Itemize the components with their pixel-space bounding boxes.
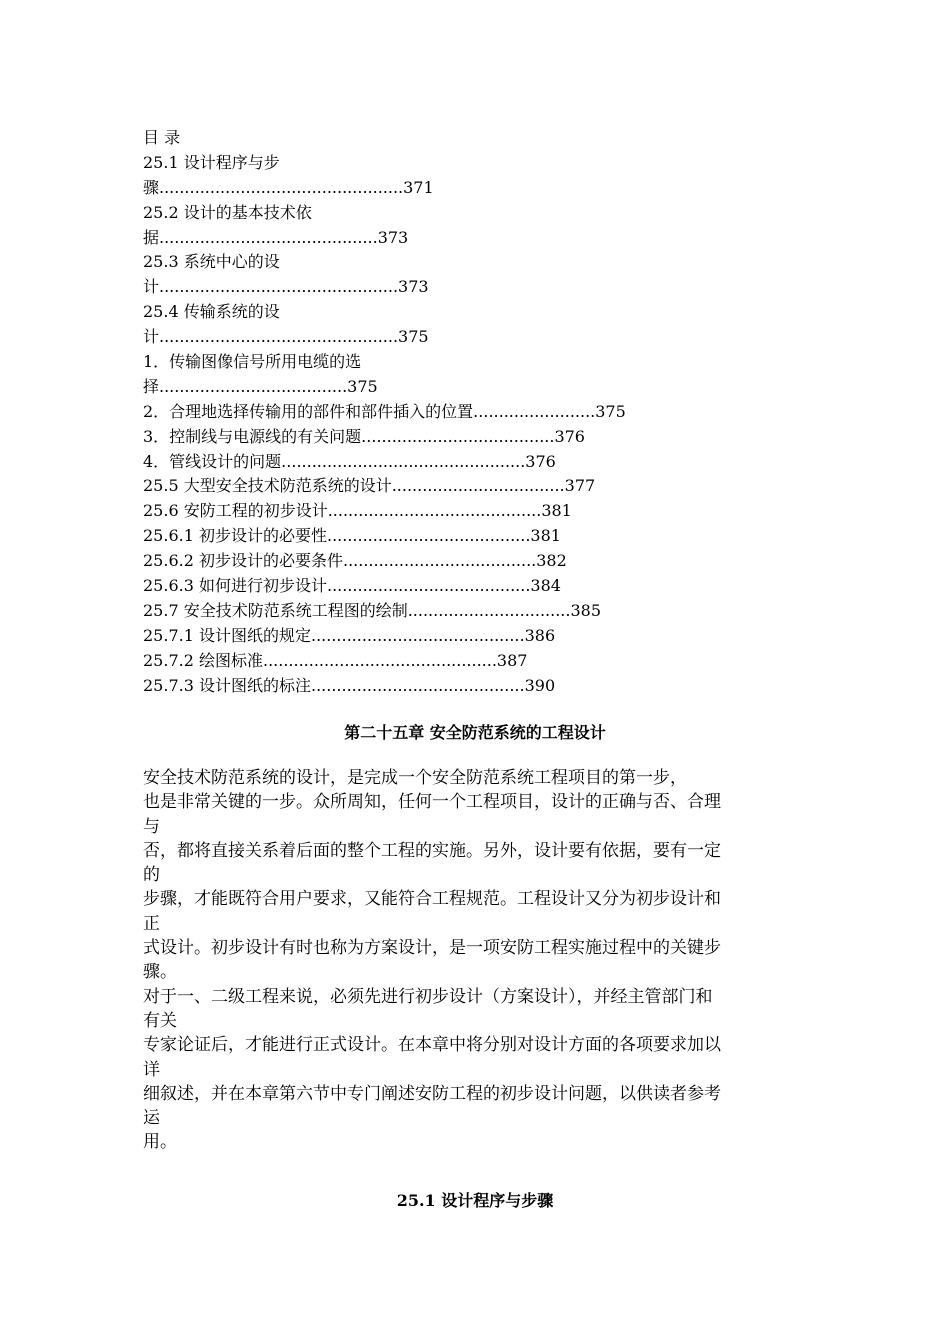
toc-heading: 目 录	[143, 128, 181, 147]
toc-line: 25.6.3 如何进行初步设计........................................384	[143, 576, 561, 596]
toc-line: 4．管线设计的问题................................................376	[143, 451, 556, 471]
body-line: 细叙述，并在本章第六节中专门阐述安防工程的初步设计问题，以供读者参考	[143, 1083, 721, 1104]
body-line: 的	[143, 865, 160, 886]
body-line: 正	[143, 913, 160, 934]
body-line: 运	[143, 1108, 160, 1129]
toc-line: 2．合理地选择传输用的部件和部件插入的位置........................375	[143, 401, 626, 421]
body-line: 式设计。初步设计有时也称为方案设计，是一项安防工程实施过程中的关键步	[143, 938, 721, 959]
toc-line: 25.3 系统中心的设	[143, 252, 280, 272]
table-of-contents	[143, 126, 823, 698]
body-line: 与	[143, 816, 160, 837]
toc-line: 25.7.3 设计图纸的标注..........................................390	[143, 675, 556, 695]
toc-line: 25.2 设计的基本技术依	[143, 202, 312, 222]
toc-line: 计...............................................373	[143, 277, 429, 297]
chapter-intro-paragraph	[143, 766, 823, 1155]
toc-line: 3．控制线与电源线的有关问题......................................376	[143, 426, 585, 446]
toc-line: 择.....................................375	[143, 376, 378, 396]
body-line: 对于一、二级工程来说，必须先进行初步设计（方案设计），并经主管部门和	[143, 986, 713, 1007]
toc-line: 25.6.1 初步设计的必要性........................................381	[143, 526, 561, 546]
body-line: 否，都将直接关系着后面的整个工程的实施。另外，设计要有依据，要有一定	[143, 840, 721, 861]
toc-line: 25.4 传输系统的设	[143, 302, 280, 322]
toc-line: 25.7 安全技术防范系统工程图的绘制................................385	[143, 600, 602, 620]
body-line: 用。	[143, 1132, 177, 1153]
body-line: 详	[143, 1059, 160, 1080]
toc-line: 骤................................................371	[143, 177, 434, 197]
body-line: 骤。	[143, 962, 177, 983]
body-line: 安全技术防范系统的设计，是完成一个安全防范系统工程项目的第一步，	[143, 768, 687, 788]
body-line: 也是非常关键的一步。众所周知，任何一个工程项目，设计的正确与否、合理	[143, 792, 721, 813]
section-title: 25.1 设计程序与步骤	[396, 1191, 554, 1210]
toc-line: 25.5 大型安全技术防范系统的设计..................................377	[143, 476, 596, 496]
toc-line: 25.7.2 绘图标准..............................................387	[143, 650, 528, 670]
toc-line: 据...........................................373	[143, 227, 409, 247]
toc-line: 计...............................................375	[143, 327, 429, 347]
chapter-title: 第二十五章 安全防范系统的工程设计	[344, 723, 606, 742]
toc-line: 25.6 安防工程的初步设计..........................................381	[143, 501, 572, 521]
toc-line: 25.7.1 设计图纸的规定..........................................386	[143, 625, 556, 645]
body-line: 有关	[143, 1010, 177, 1031]
body-line: 步骤，才能既符合用户要求，又能符合工程规范。工程设计又分为初步设计和	[143, 889, 721, 910]
body-line: 专家论证后，才能进行正式设计。在本章中将分别对设计方面的各项要求加以	[143, 1035, 721, 1056]
toc-line: 25.1 设计程序与步	[143, 152, 280, 172]
toc-line: 1．传输图像信号所用电缆的选	[143, 352, 362, 372]
toc-line: 25.6.2 初步设计的必要条件......................................382	[143, 551, 567, 571]
